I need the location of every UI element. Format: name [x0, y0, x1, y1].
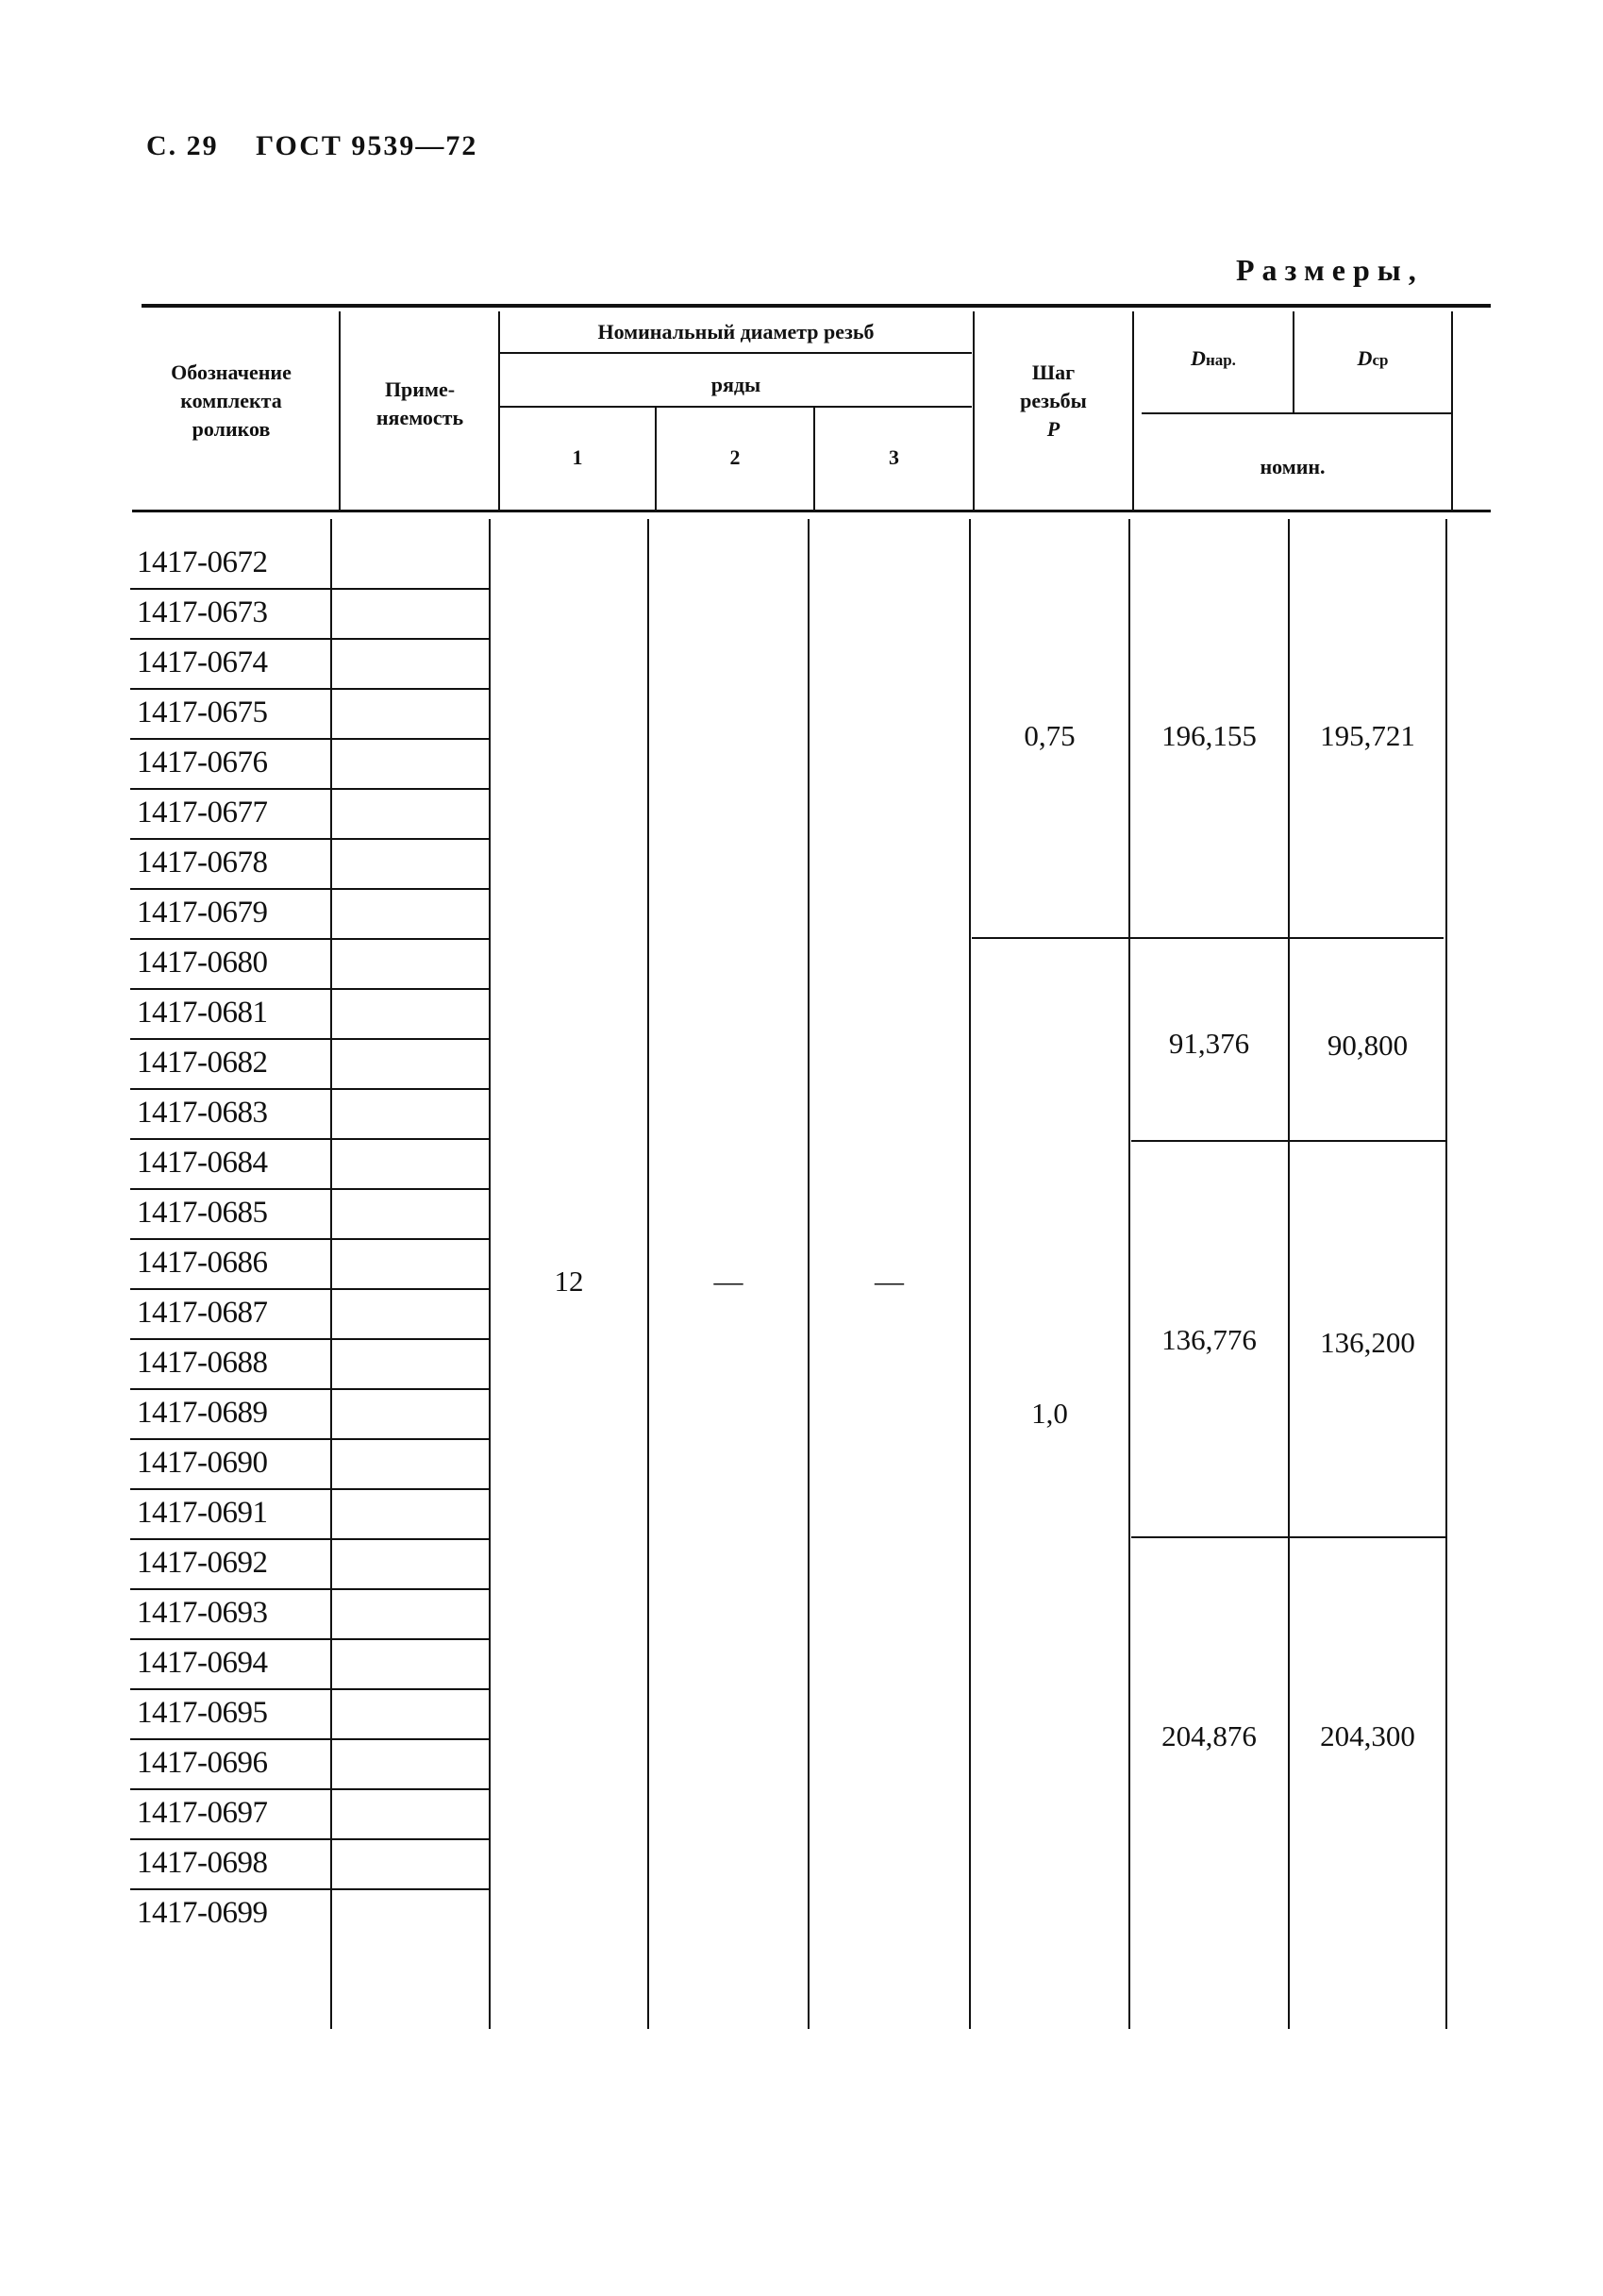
header-designation: Обозначение комплекта роликов: [171, 360, 292, 441]
header-nominal-diameter: Номинальный диаметр резьб: [597, 320, 875, 344]
d-mean-value: 90,800: [1327, 1029, 1409, 1062]
table-row: 1417-0692: [137, 1546, 268, 1580]
header-nominal: номин.: [1260, 455, 1326, 478]
table-row: 1417-0685: [137, 1196, 268, 1230]
table-row: 1417-0677: [137, 796, 268, 830]
table-row: 1417-0675: [137, 696, 268, 729]
table-row: 1417-0699: [137, 1896, 268, 1930]
d-mean-value: 195,721: [1320, 719, 1415, 752]
header-row-2: 2: [729, 445, 741, 469]
table-row: 1417-0688: [137, 1346, 268, 1380]
standard-title: ГОСТ 9539—72: [256, 130, 478, 161]
table-row: 1417-0693: [137, 1596, 268, 1630]
d-mean-value: 136,200: [1320, 1326, 1415, 1359]
d-outer-value: 196,155: [1161, 719, 1257, 752]
table-row: 1417-0696: [137, 1746, 268, 1780]
pitch-value-a: 0,75: [1024, 719, 1076, 752]
table-row: 1417-0689: [137, 1396, 268, 1430]
pitch-value-b: 1,0: [1031, 1397, 1068, 1430]
table-row: 1417-0682: [137, 1046, 268, 1080]
table-row: 1417-0687: [137, 1296, 268, 1330]
d-outer-value: 204,876: [1161, 1719, 1257, 1752]
page-number: С. 29: [146, 130, 219, 161]
diameter-row2-value: —: [713, 1265, 743, 1298]
table-row: 1417-0684: [137, 1146, 268, 1180]
table-row: 1417-0694: [137, 1646, 268, 1680]
header-rows: ряды: [710, 373, 761, 396]
table-row: 1417-0690: [137, 1446, 268, 1480]
table-row: 1417-0695: [137, 1696, 268, 1730]
table-row: 1417-0678: [137, 846, 268, 880]
table-row: 1417-0680: [137, 946, 268, 980]
d-outer-value: 136,776: [1161, 1323, 1257, 1356]
diameter-row3-value: —: [875, 1265, 904, 1298]
table-row: 1417-0681: [137, 996, 268, 1030]
header-d-outer: Dнар.: [1191, 346, 1236, 370]
d-outer-value: 91,376: [1168, 1027, 1250, 1060]
table-row: 1417-0691: [137, 1496, 268, 1530]
header-row-1: 1: [572, 445, 583, 469]
table-row: 1417-0683: [137, 1096, 268, 1130]
header-row-3: 3: [889, 445, 899, 469]
header-applicability: Приме- няемость: [376, 377, 464, 429]
d-mean-value: 204,300: [1320, 1719, 1415, 1752]
header-pitch: Шаг резьбы P: [1020, 360, 1087, 441]
table-row: 1417-0672: [137, 545, 268, 579]
table-row: 1417-0674: [137, 645, 268, 679]
header-d-mean: Dср: [1357, 346, 1389, 370]
table-row: 1417-0686: [137, 1246, 268, 1280]
page-header: [146, 130, 506, 162]
units-label: Размеры,: [1236, 253, 1424, 287]
table-row: 1417-0697: [137, 1796, 268, 1830]
table-row: 1417-0698: [137, 1846, 268, 1880]
table-row: 1417-0673: [137, 595, 268, 629]
table-row: 1417-0676: [137, 746, 268, 779]
diameter-row1-value: 12: [554, 1265, 584, 1298]
table-row: 1417-0679: [137, 896, 268, 930]
